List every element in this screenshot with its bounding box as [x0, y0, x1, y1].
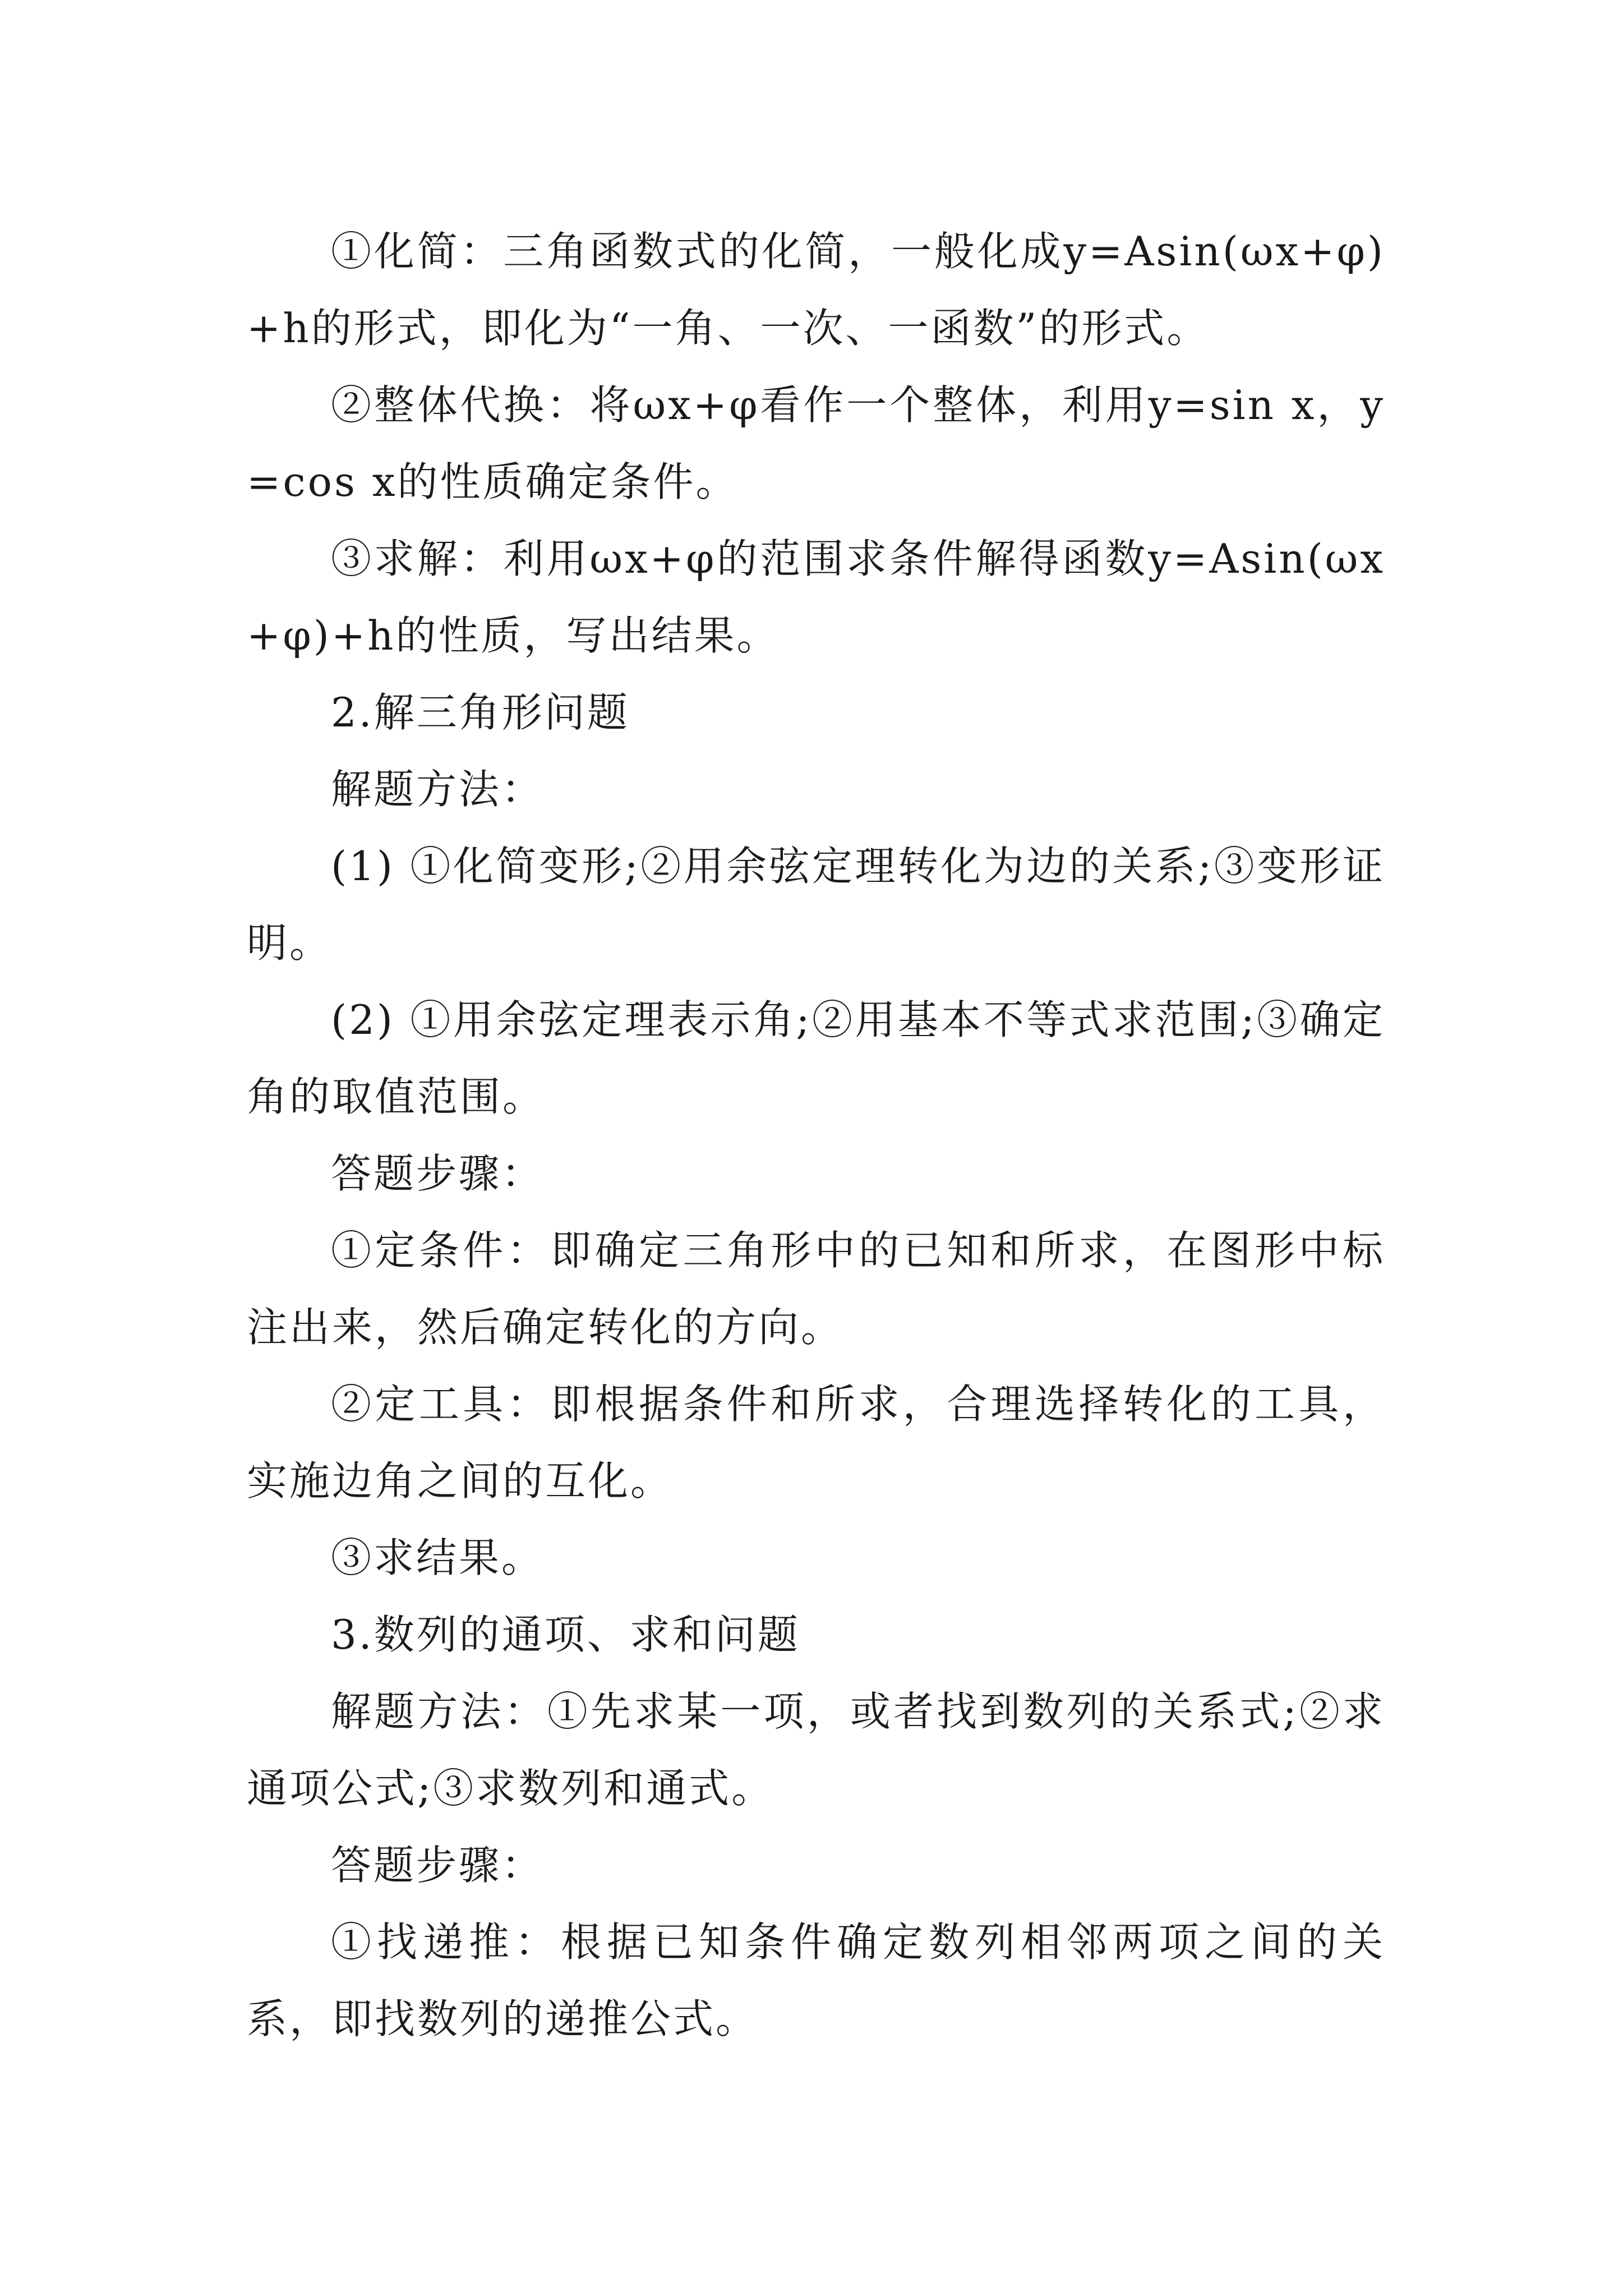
paragraph-method-1: (1) ①化简变形;②用余弦定理转化为边的关系;③变形证明。: [247, 843, 1385, 967]
section-heading-triangle: 2.解三角形问题: [331, 689, 630, 736]
paragraph-solve: ③求解：利用ωx+φ的范围求条件解得函数y=Asin(ωx+φ)+h的性质，写出结果。: [247, 535, 1385, 659]
paragraph-sequence-method: 解题方法：①先求某一项，或者找到数列的关系式;②求通项公式;③求数列和通式。: [247, 1688, 1385, 1812]
paragraph-step-conditions: ①定条件：即确定三角形中的已知和所求，在图形中标注出来，然后确定转化的方向。: [247, 1227, 1385, 1351]
paragraph-sequence-recurrence: ①找递推：根据已知条件确定数列相邻两项之间的关系，即找数列的递推公式。: [247, 1918, 1385, 2042]
paragraph-method-2: (2) ①用余弦定理表示角;②用基本不等式求范围;③确定角的取值范围。: [247, 996, 1385, 1120]
section-heading-sequence: 3.数列的通项、求和问题: [331, 1611, 800, 1658]
paragraph-simplify: ①化简：三角函数式的化简，一般化成y=Asin(ωx+φ)+h的形式，即化为“一角、一次、一函数”的形式。: [247, 228, 1385, 352]
paragraph-substitution: ②整体代换：将ωx+φ看作一个整体，利用y=sin x，y=cos x的性质确定条件。: [247, 381, 1385, 505]
paragraph-step-result: ③求结果。: [331, 1534, 545, 1581]
paragraph-step-tools: ②定工具：即根据条件和所求，合理选择转化的工具，实施边角之间的互化。: [247, 1381, 1385, 1504]
paragraph-method-label: 解题方法：: [331, 766, 545, 813]
document-body: [247, 213, 1385, 2058]
paragraph-steps-label: 答题步骤：: [331, 1150, 545, 1197]
paragraph-sequence-steps-label: 答题步骤：: [331, 1842, 545, 1889]
